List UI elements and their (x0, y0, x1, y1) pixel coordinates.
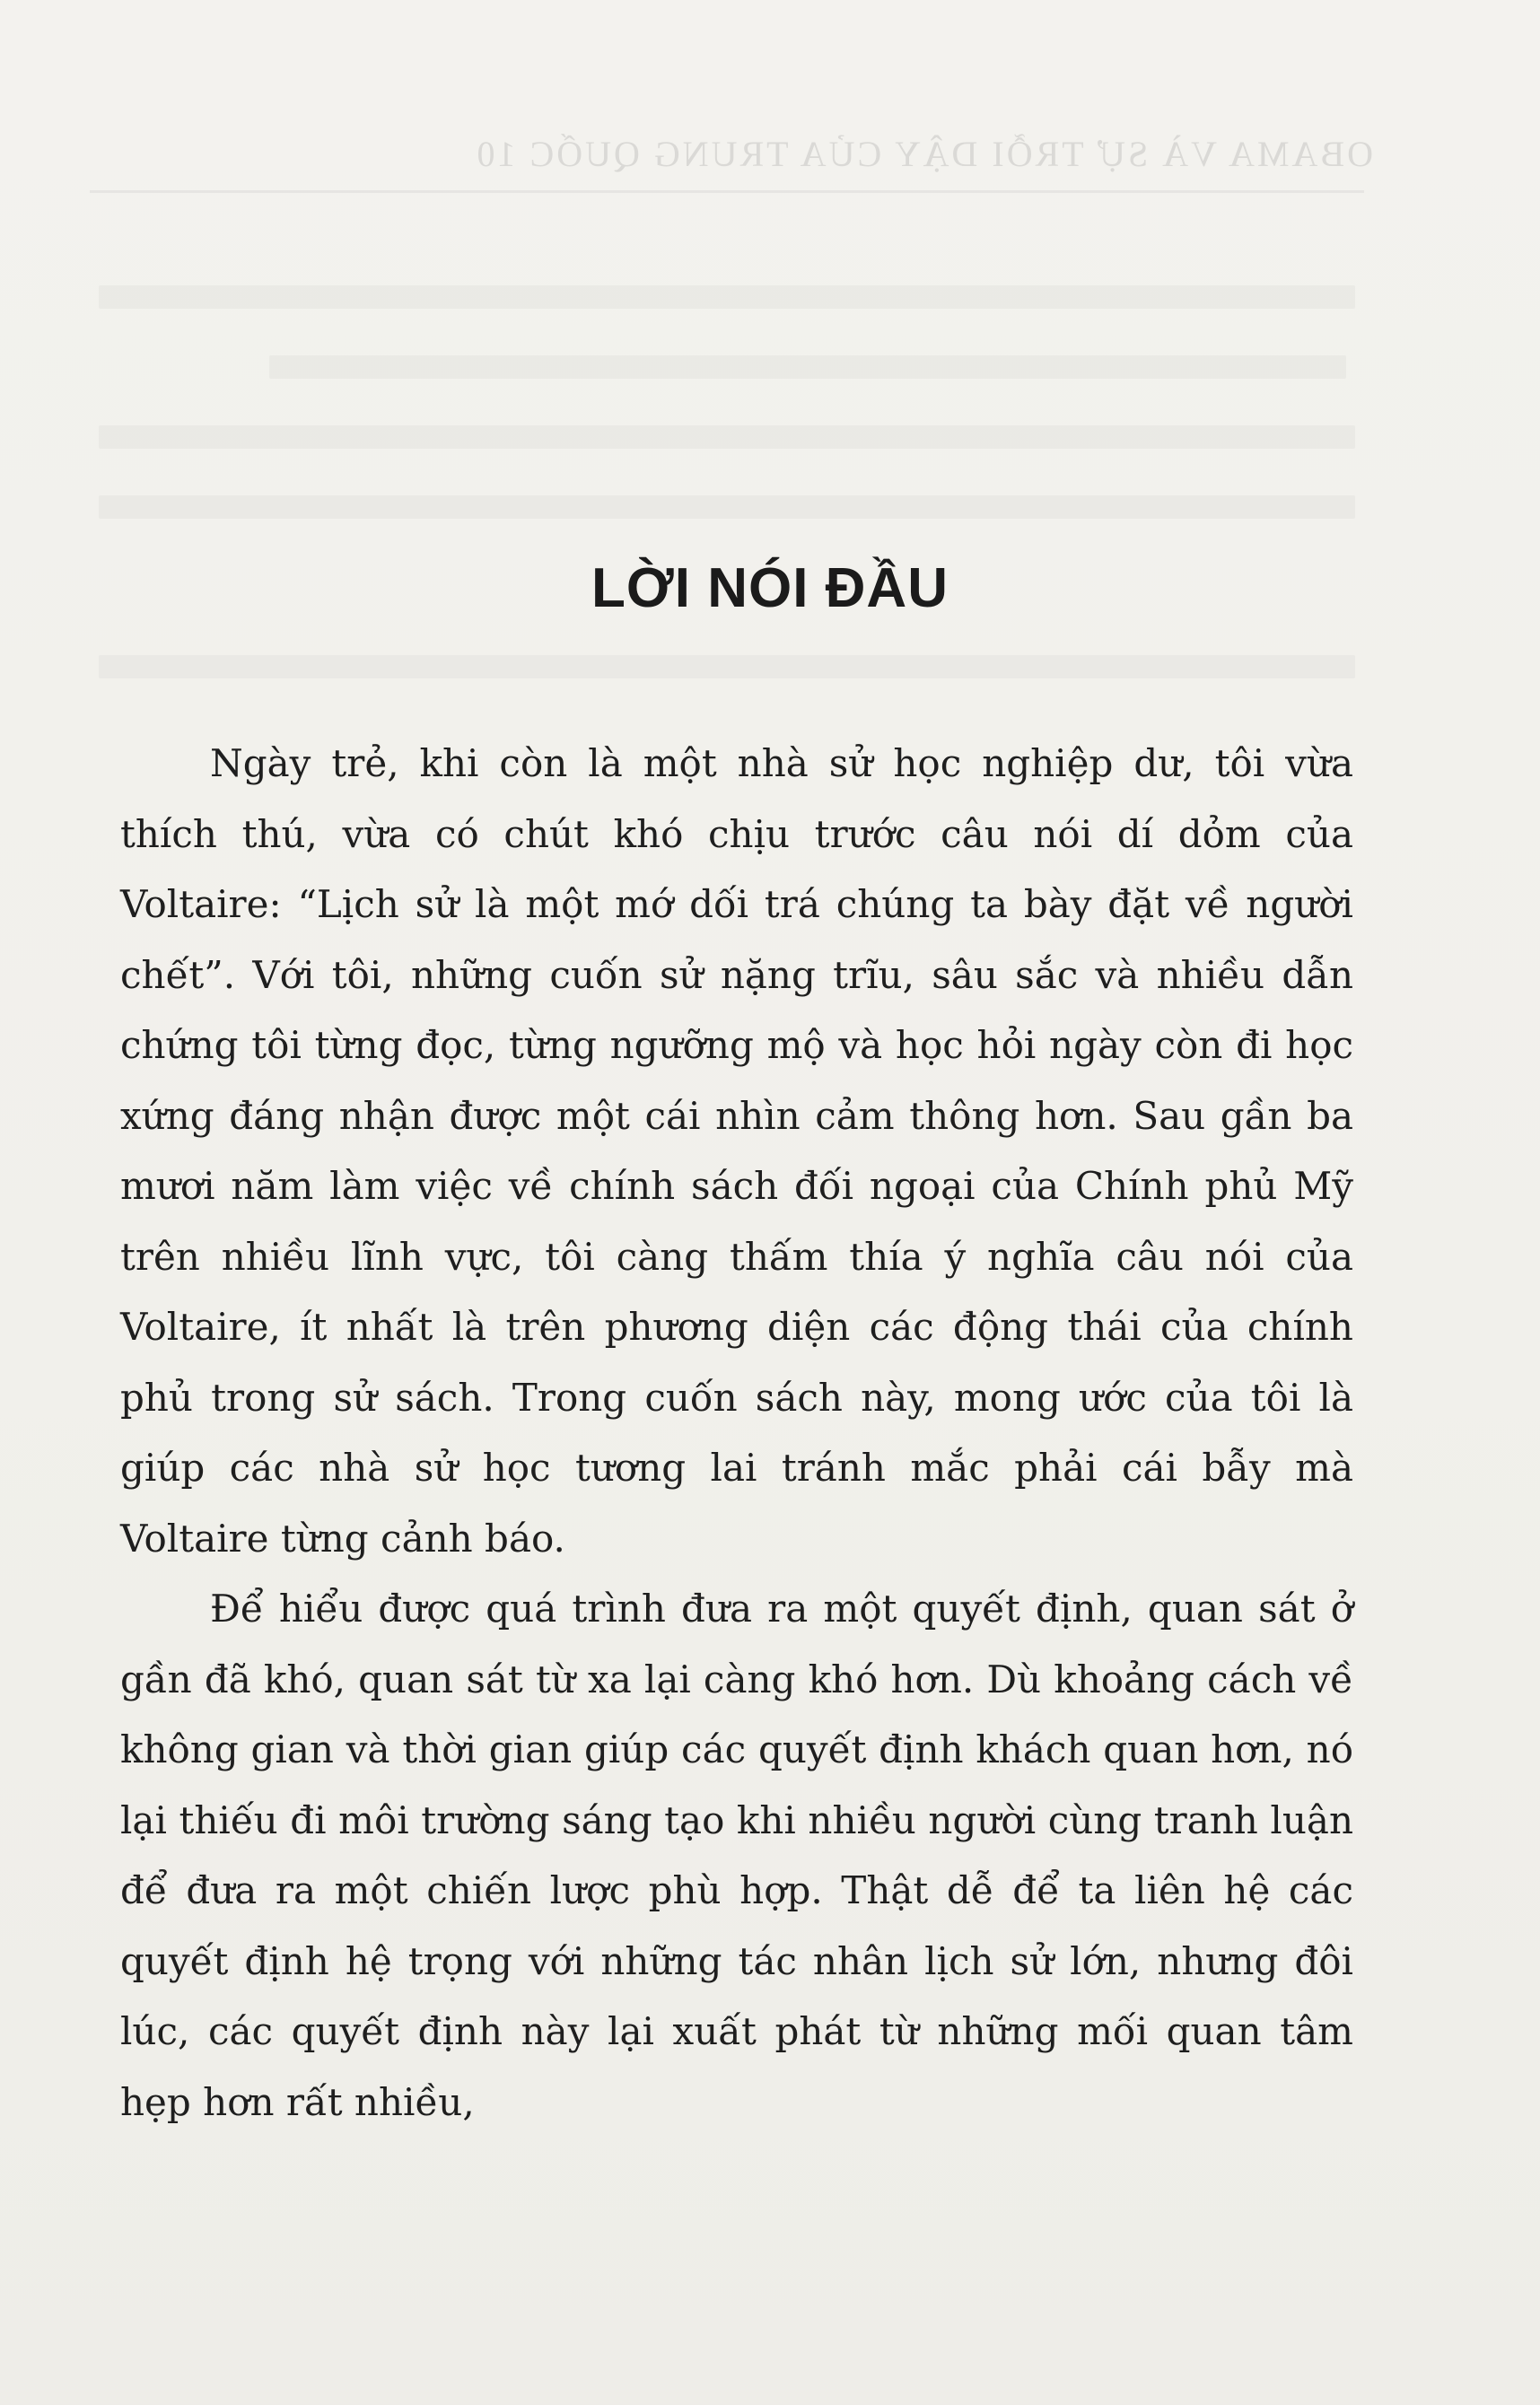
bleed-through-line (99, 425, 1355, 449)
body-text (120, 729, 1353, 2138)
bleed-through-line (99, 495, 1355, 519)
bleed-through-line (269, 355, 1346, 379)
bleed-through-running-head: OBAMA VÀ SỰ TRỖI DẬY CỦA TRUNG QUỐC 10 (474, 134, 1373, 174)
paragraph: Để hiểu được quá trình đưa ra một quyết định, quan sát ở gần đã khó, quan sát từ xa lại càng khó hơn. Dù khoảng cách về không gian và thời gian giúp các quyết định khách quan hơn, nó lại thiếu đi môi trường sáng tạo khi nhiều người cùng tranh luận để đưa ra một chiến lược phù hợp. Thật dễ để ta liên hệ các quyết định hệ trọng với những tác nhân lịch sử lớn, nhưng đôi lúc, các quyết định này lại xuất phát từ những mối quan tâm hẹp hơn rất nhiều, (120, 1587, 1353, 2124)
bleed-through-rule (90, 190, 1364, 193)
page-title: LỜI NÓI ĐẦU (591, 557, 949, 619)
bleed-through-line (99, 285, 1355, 309)
bleed-through-line (99, 655, 1355, 678)
paragraph: Ngày trẻ, khi còn là một nhà sử học nghiệp dư, tôi vừa thích thú, vừa có chút khó chịu trước câu nói dí dỏm của Voltaire: “Lịch sử là một mớ dối trá chúng ta bày đặt về người chết”. Với tôi, những cuốn sử nặng trĩu, sâu sắc và nhiều dẫn chứng tôi từng đọc, từng ngưỡng mộ và học hỏi ngày còn đi học xứng đáng nhận được một cái nhìn cảm thông hơn. Sau gần ba mươi năm làm việc về chính sách đối ngoại của Chính phủ Mỹ trên nhiều lĩnh vực, tôi càng thấm thía ý nghĩa câu nói của Voltaire, ít nhất là trên phương diện các động thái của chính phủ trong sử sách. Trong cuốn sách này, mong ước của tôi là giúp các nhà sử học tương lai tránh mắc phải cái bẫy mà Voltaire từng cảnh báo. (120, 741, 1353, 1561)
